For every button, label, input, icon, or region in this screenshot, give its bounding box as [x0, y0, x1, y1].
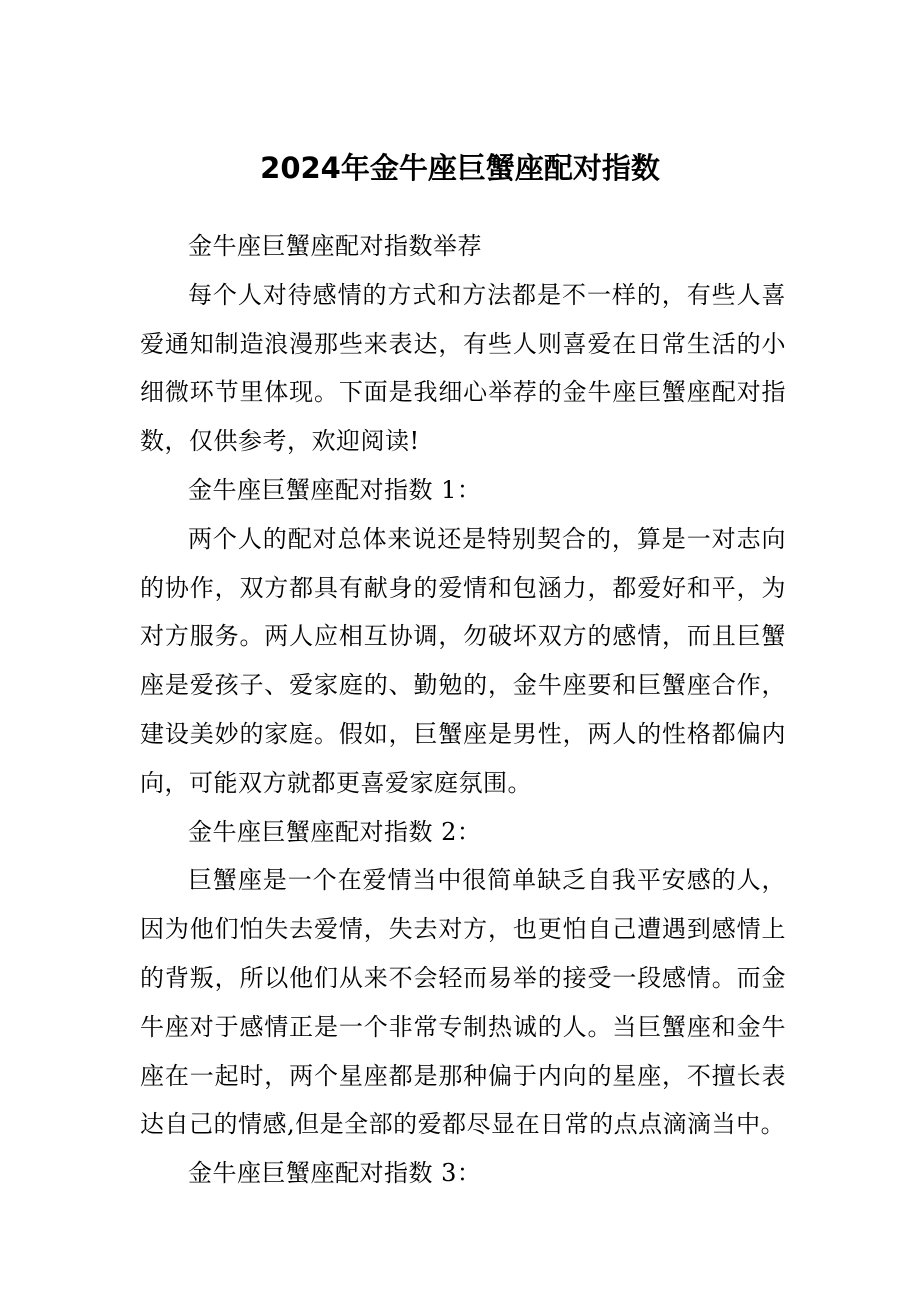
document-title: 2024年金牛座巨蟹座配对指数 — [260, 151, 660, 185]
document-body — [140, 222, 786, 1198]
paragraph-index-1-heading: 金牛座巨蟹座配对指数 1： — [188, 475, 482, 504]
paragraph-intro: 每个人对待感情的方式和方法都是不一样的，有些人喜爱通知制造浪漫那些来表达，有些人则喜爱在日常生活的小细微环节里体现。下面是我细心举荐的金牛座巨蟹座配对指数，仅供参考，欢迎阅读! — [140, 280, 786, 456]
paragraph-index-2-body: 巨蟹座是一个在爱情当中很简单缺乏自我平安感的人，因为他们怕失去爱情，失去对方，也更怕自己遭遇到感情上的背叛，所以他们从来不会轻而易举的接受一段感情。而金牛座对于感情正是一个非常专制热诚的人。当巨蟹座和金牛座在一起时，两个星座都是那种偏于内向的星座，不擅长表达自己的情感,但是全部的爱都尽显在日常的点点滴滴当中。 — [140, 866, 786, 1139]
paragraph-index-3-heading: 金牛座巨蟹座配对指数 3： — [188, 1159, 482, 1188]
paragraph-recommendation-heading: 金牛座巨蟹座配对指数举荐 — [188, 232, 482, 260]
paragraph-index-1-body: 两个人的配对总体来说还是特别契合的，算是一对志向的协作，双方都具有献身的爱情和包涵力，都爱好和平，为对方服务。两人应相互协调，勿破坏双方的感情，而且巨蟹座是爱孩子、爱家庭的、勤勉的，金牛座要和巨蟹座合作，建设美妙的家庭。假如，巨蟹座是男性，两人的性格都偏内向，可能双方就都更喜爱家庭氛围。 — [140, 524, 786, 797]
paragraph-index-2-heading: 金牛座巨蟹座配对指数 2： — [188, 817, 482, 846]
